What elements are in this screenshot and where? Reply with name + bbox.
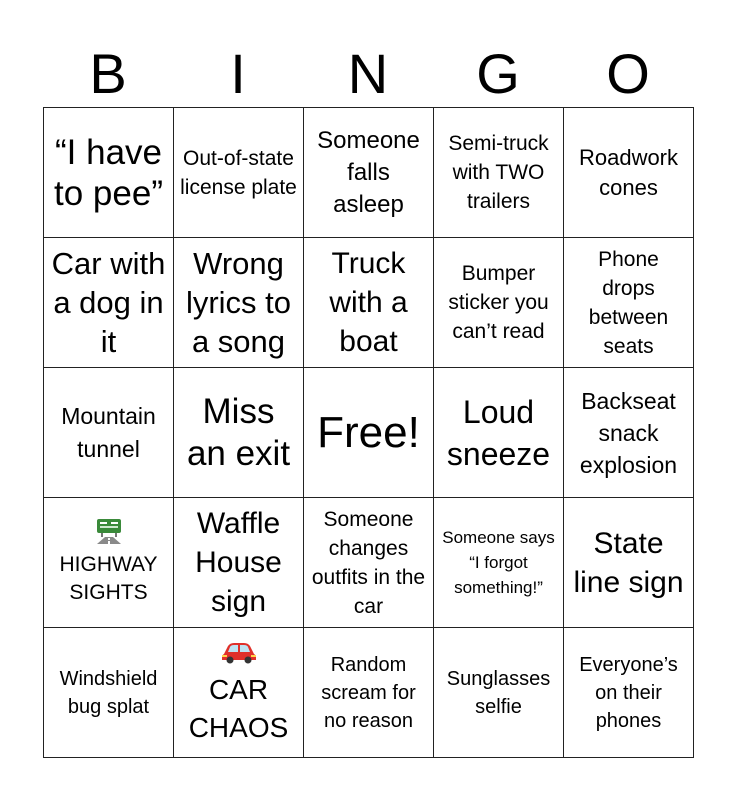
header-letter-b: B (89, 42, 127, 105)
cell-text: Semi-truck with TWO trailers (448, 132, 549, 213)
cell-text: Phone drops between seats (588, 247, 669, 358)
bingo-cell[interactable] (44, 368, 174, 498)
bingo-cell[interactable] (44, 238, 174, 368)
highway-sign-icon (94, 518, 124, 549)
bingo-cell[interactable] (304, 628, 434, 758)
cell-text: Someone changes outfits in the car (311, 507, 426, 618)
bingo-cell[interactable] (44, 498, 174, 628)
cell-text: Sunglasses selfie (446, 667, 551, 718)
red-car-icon (220, 638, 258, 669)
bingo-cell[interactable] (434, 238, 564, 368)
bingo-cell[interactable] (174, 368, 304, 498)
bingo-cell[interactable] (44, 108, 174, 238)
cell-text: Loud sneeze (446, 393, 551, 472)
cell-text: Roadwork cones (578, 144, 679, 200)
bingo-cell[interactable] (434, 498, 564, 628)
bingo-cell[interactable] (564, 628, 694, 758)
cell-text: Car with a dog in it (51, 246, 166, 359)
bingo-board (43, 107, 694, 758)
cell-text: Waffle House sign (195, 507, 282, 618)
bingo-cell[interactable] (564, 498, 694, 628)
bingo-cell[interactable] (564, 368, 694, 498)
bingo-cell[interactable] (434, 628, 564, 758)
free-space-cell[interactable] (304, 368, 434, 498)
cell-text: State line sign (573, 526, 684, 599)
header-letter-o: O (606, 42, 650, 105)
bingo-header (43, 40, 693, 108)
cell-text: Out-of-state license plate (180, 146, 297, 199)
bingo-cell[interactable] (174, 498, 304, 628)
cell-text: Truck with a boat (329, 247, 408, 358)
free-space-text: Free! (317, 407, 420, 457)
bingo-cell[interactable] (44, 628, 174, 758)
cell-text: Wrong lyrics to a song (185, 246, 292, 359)
bingo-cell[interactable] (564, 108, 694, 238)
header-letter-n: N (347, 42, 389, 105)
bingo-cell[interactable] (174, 628, 304, 758)
cell-text: Someone says “I forgot something!” (442, 528, 555, 597)
bingo-cell[interactable] (304, 498, 434, 628)
cell-text: Mountain tunnel (61, 402, 156, 462)
cell-text: “I have to pee” (54, 132, 163, 213)
cell-text: Miss an exit (186, 391, 291, 473)
bingo-cell[interactable] (304, 238, 434, 368)
cell-text: Random scream for no reason (321, 653, 416, 732)
bingo-cell[interactable] (434, 108, 564, 238)
cell-text: CAR CHAOS (188, 674, 289, 743)
cell-text: HIGHWAY SIGHTS (59, 553, 158, 604)
bingo-cell[interactable] (174, 108, 304, 238)
bingo-cell[interactable] (434, 368, 564, 498)
header-letter-g: G (476, 42, 520, 105)
cell-text: Bumper sticker you can’t read (448, 262, 549, 343)
bingo-cell[interactable] (564, 238, 694, 368)
cell-text: Everyone’s on their phones (579, 653, 678, 732)
cell-text: Windshield bug splat (59, 667, 158, 718)
cell-text: Backseat snack explosion (579, 387, 678, 478)
bingo-cell[interactable] (174, 238, 304, 368)
cell-text: Someone falls asleep (317, 126, 420, 218)
bingo-cell[interactable] (304, 108, 434, 238)
header-letter-i: I (230, 42, 246, 105)
